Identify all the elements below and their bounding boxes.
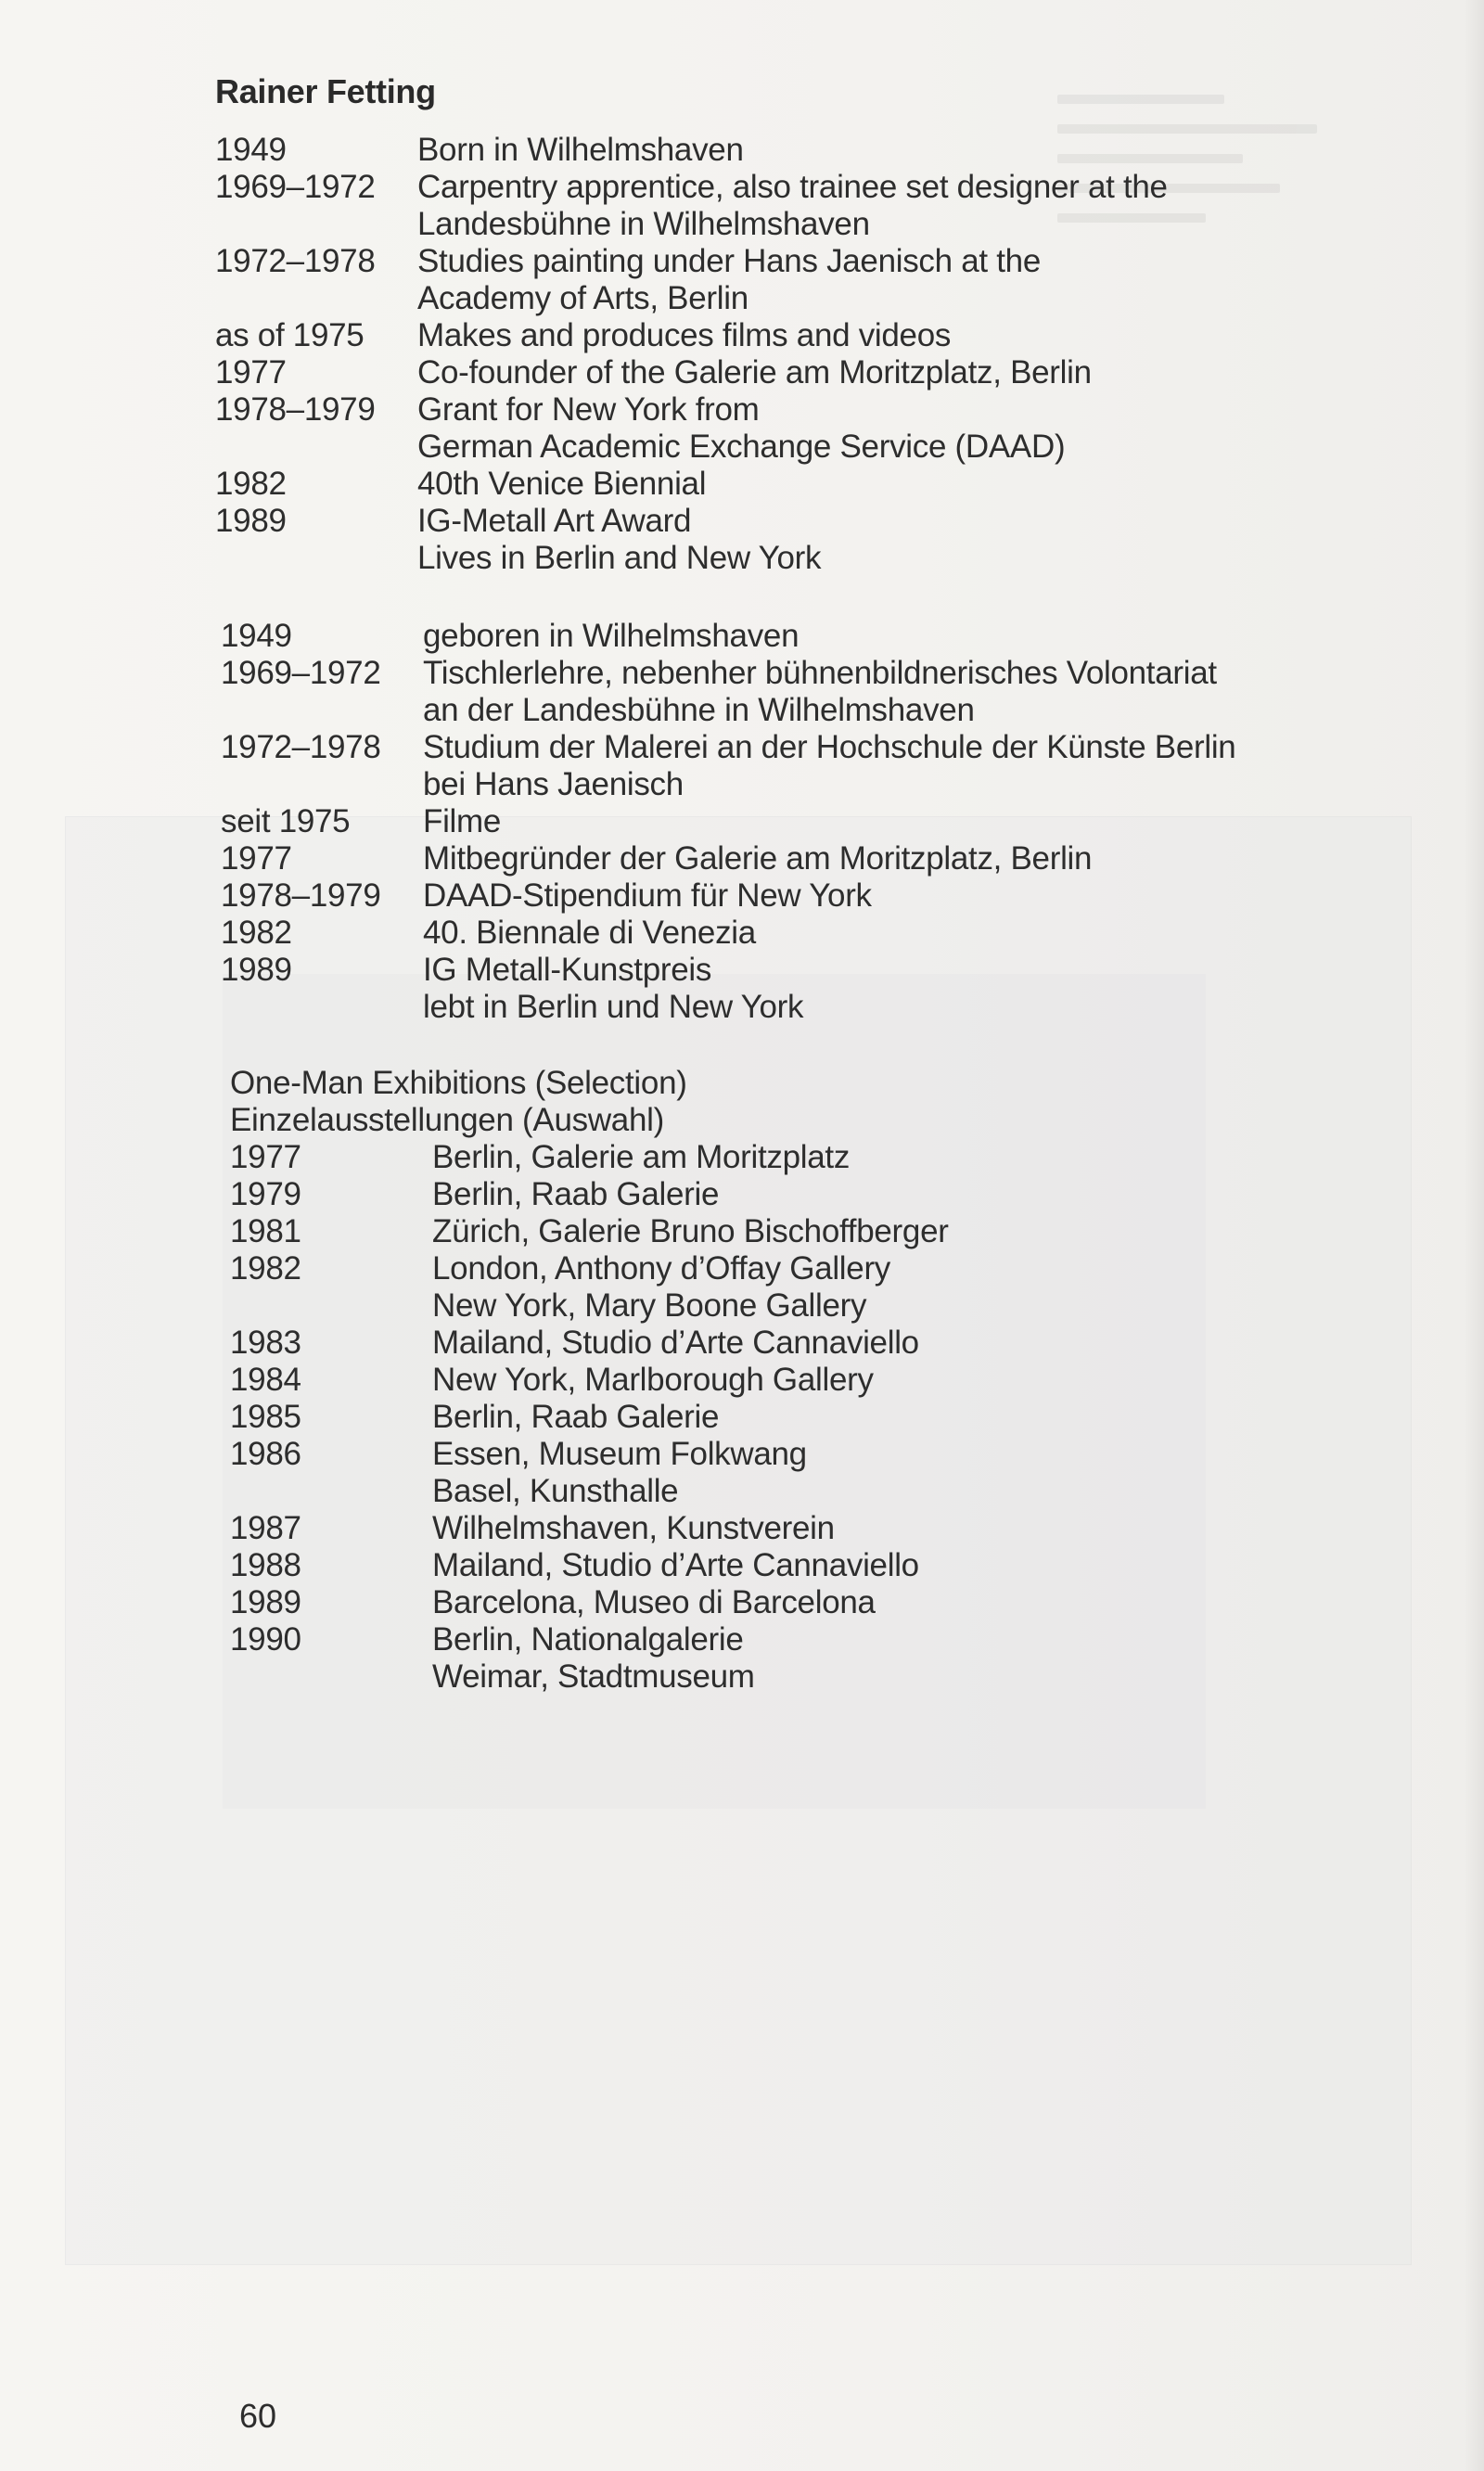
exhibition-row bbox=[230, 1362, 1328, 1399]
exhibitions-section bbox=[215, 1065, 1328, 1696]
exhibition-text: Essen, Museum Folkwang Basel, Kunsthalle bbox=[432, 1436, 807, 1509]
bio-row bbox=[221, 952, 1328, 989]
exhibition-year: 1984 bbox=[230, 1362, 301, 1398]
bio-text: Studies painting under Hans Jaenisch at the Academy of Arts, Berlin bbox=[417, 243, 1041, 316]
bio-text: Lives in Berlin and New York bbox=[417, 540, 822, 576]
artist-name: Rainer Fetting bbox=[215, 72, 436, 110]
exhibition-row bbox=[230, 1176, 1328, 1213]
bio-row bbox=[221, 915, 1328, 952]
bio-row bbox=[221, 803, 1328, 840]
bio-text: 40th Venice Biennial bbox=[417, 466, 707, 502]
exhibition-text: London, Anthony d’Offay Gallery New York, Mary Boone Gallery bbox=[432, 1250, 890, 1324]
exhibition-year: 1990 bbox=[230, 1621, 301, 1658]
bio-row bbox=[221, 655, 1328, 729]
bio-year: 1982 bbox=[221, 915, 292, 951]
bio-text: Carpentry apprentice, also trainee set designer at the Landesbühne in Wilhelmshaven bbox=[417, 169, 1168, 242]
bio-year: 1972–1978 bbox=[221, 729, 381, 765]
exhibitions-heading-en: One-Man Exhibitions (Selection) bbox=[230, 1065, 687, 1101]
exhibition-row bbox=[230, 1584, 1328, 1621]
bio-text: Mitbegründer der Galerie am Moritzplatz, Berlin bbox=[423, 840, 1093, 877]
bio-year: 1977 bbox=[215, 354, 287, 390]
exhibition-text: Mailand, Studio d’Arte Cannaviello bbox=[432, 1325, 919, 1361]
exhibition-row bbox=[230, 1436, 1328, 1510]
bio-row bbox=[221, 840, 1328, 877]
bio-row bbox=[221, 618, 1328, 655]
exhibition-text: Berlin, Nationalgalerie Weimar, Stadtmuseum bbox=[432, 1621, 755, 1695]
exhibition-year: 1981 bbox=[230, 1213, 301, 1249]
bio-text: IG-Metall Art Award bbox=[417, 503, 692, 539]
bio-row bbox=[215, 466, 1328, 503]
exhibition-row bbox=[230, 1325, 1328, 1362]
bio-year bbox=[221, 989, 423, 1026]
exhibition-text: Mailand, Studio d’Arte Cannaviello bbox=[432, 1547, 919, 1583]
exhibition-year: 1988 bbox=[230, 1547, 301, 1583]
page-number: 60 bbox=[239, 2397, 277, 2435]
bio-text: Makes and produces films and videos bbox=[417, 317, 952, 353]
exhibition-text: Berlin, Galerie am Moritzplatz bbox=[432, 1139, 851, 1175]
bio-row bbox=[221, 729, 1328, 803]
exhibition-year: 1977 bbox=[230, 1139, 301, 1175]
bio-text: Co-founder of the Galerie am Moritzplatz, Berlin bbox=[417, 354, 1092, 390]
bio-row bbox=[215, 354, 1328, 391]
exhibitions-heading-de: Einzelausstellungen (Auswahl) bbox=[230, 1102, 664, 1138]
exhibition-year: 1987 bbox=[230, 1510, 301, 1546]
bio-year: 1969–1972 bbox=[215, 169, 376, 205]
exhibition-text: Berlin, Raab Galerie bbox=[432, 1399, 720, 1435]
biography-german bbox=[215, 618, 1328, 1026]
biography-content bbox=[215, 72, 1328, 1696]
bio-text: Filme bbox=[423, 803, 502, 839]
bio-year: 1969–1972 bbox=[221, 655, 381, 691]
bio-year: 1949 bbox=[221, 618, 292, 654]
bio-year: 1977 bbox=[221, 840, 292, 877]
biography-english bbox=[215, 132, 1328, 577]
exhibition-row bbox=[230, 1250, 1328, 1325]
bio-year: 1978–1979 bbox=[221, 877, 381, 914]
exhibition-text: Wilhelmshaven, Kunstverein bbox=[432, 1510, 835, 1546]
bio-row bbox=[215, 540, 1328, 577]
bio-year: 1949 bbox=[215, 132, 287, 168]
bio-row bbox=[215, 243, 1328, 317]
bio-row bbox=[221, 989, 1328, 1026]
bio-year: 1989 bbox=[221, 952, 292, 988]
bio-text: geboren in Wilhelmshaven bbox=[423, 618, 800, 654]
bio-text: Studium der Malerei an der Hochschule der Künste Berlin bei Hans Jaenisch bbox=[423, 729, 1236, 802]
bio-year: 1982 bbox=[215, 466, 287, 502]
exhibition-row bbox=[230, 1547, 1328, 1584]
bio-row bbox=[215, 132, 1328, 169]
exhibition-year: 1985 bbox=[230, 1399, 301, 1435]
exhibition-year: 1983 bbox=[230, 1325, 301, 1361]
bio-row bbox=[221, 877, 1328, 915]
exhibition-row bbox=[230, 1621, 1328, 1696]
exhibition-row bbox=[230, 1399, 1328, 1436]
bio-text: DAAD-Stipendium für New York bbox=[423, 877, 872, 914]
exhibition-text: Zürich, Galerie Bruno Bischoffberger bbox=[432, 1213, 949, 1249]
bio-year: as of 1975 bbox=[215, 317, 365, 353]
bio-text: IG Metall-Kunstpreis bbox=[423, 952, 712, 988]
exhibition-year: 1986 bbox=[230, 1436, 301, 1472]
binding-shadow bbox=[1464, 0, 1484, 2471]
bio-year: seit 1975 bbox=[221, 803, 351, 839]
bio-year: 1972–1978 bbox=[215, 243, 376, 279]
bio-row bbox=[215, 169, 1328, 243]
bio-row bbox=[215, 317, 1328, 354]
bio-text: lebt in Berlin und New York bbox=[423, 989, 804, 1025]
exhibition-row bbox=[230, 1510, 1328, 1547]
bio-year bbox=[215, 540, 417, 577]
exhibition-text: Berlin, Raab Galerie bbox=[432, 1176, 720, 1212]
bio-text: Born in Wilhelmshaven bbox=[417, 132, 744, 168]
exhibition-row bbox=[230, 1213, 1328, 1250]
bio-year: 1989 bbox=[215, 503, 287, 539]
bio-text: 40. Biennale di Venezia bbox=[423, 915, 756, 951]
bio-row bbox=[215, 503, 1328, 540]
bio-year: 1978–1979 bbox=[215, 391, 376, 428]
exhibition-text: New York, Marlborough Gallery bbox=[432, 1362, 874, 1398]
exhibition-year: 1982 bbox=[230, 1250, 301, 1287]
exhibition-year: 1979 bbox=[230, 1176, 301, 1212]
exhibition-year: 1989 bbox=[230, 1584, 301, 1620]
bio-text: Tischlerlehre, nebenher bühnenbildnerisches Volontariat an der Landesbühne in Wilhelmshaven bbox=[423, 655, 1217, 728]
exhibition-row bbox=[230, 1139, 1328, 1176]
bio-text: Grant for New York from German Academic Exchange Service (DAAD) bbox=[417, 391, 1066, 465]
exhibition-text: Barcelona, Museo di Barcelona bbox=[432, 1584, 876, 1620]
bio-row bbox=[215, 391, 1328, 466]
